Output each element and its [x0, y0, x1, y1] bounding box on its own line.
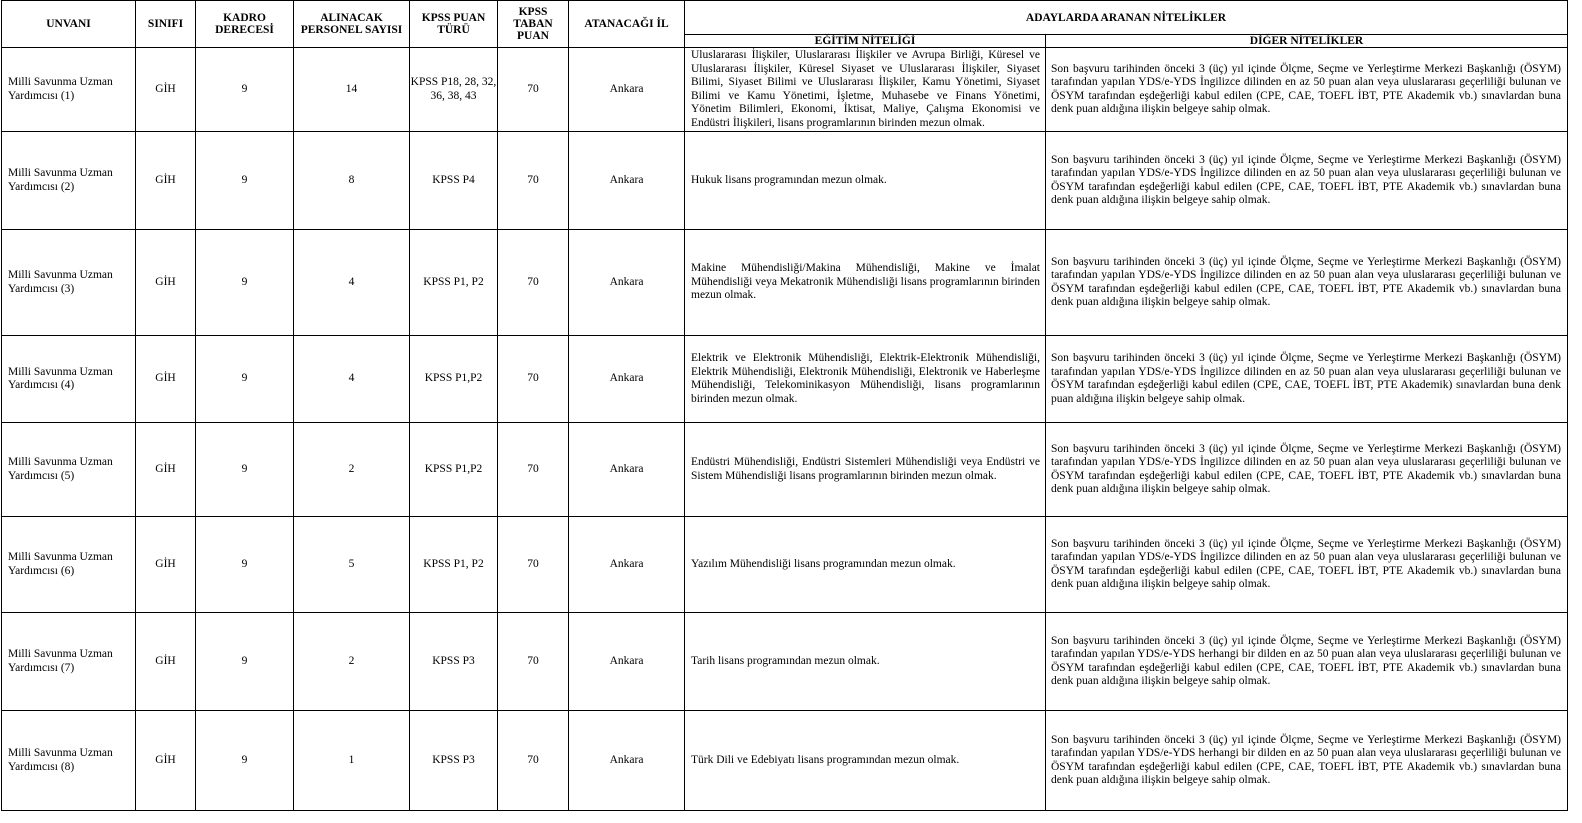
il-cell: Ankara	[569, 132, 685, 230]
taban-puan-cell: 70	[498, 48, 569, 132]
personel-sayisi-cell: 4	[294, 336, 410, 423]
header-kadro-derecesi: KADRO DERECESİ	[196, 1, 294, 48]
egitim-cell: Yazılım Mühendisliği lisans programından mezun olmak.	[685, 517, 1046, 613]
sinif-cell: GİH	[136, 711, 196, 811]
sinif-cell: GİH	[136, 230, 196, 336]
puan-turu-cell: KPSS P18, 28, 32, 36, 38, 43	[410, 48, 498, 132]
header-diger-nitelikler: DİĞER NİTELİKLER	[1046, 35, 1568, 48]
unvan-cell: Milli Savunma Uzman Yardımcısı (2)	[2, 132, 136, 230]
taban-puan-cell: 70	[498, 613, 569, 711]
table-header	[2, 1, 1568, 48]
table-row	[2, 517, 1568, 613]
diger-cell: Son başvuru tarihinden önceki 3 (üç) yıl içinde Ölçme, Seçme ve Yerleştirme Merkezi Başkanlığı (ÖSYM) tarafından yapılan YDS/e-YDS İngilizce dilinden en az 50 puan alan veya uluslararası geçerliliği bulunan ve ÖSYM tarafından eşdeğerliği kabul edilen (CPE, CAE, TOEFL İBT, PTE Akademik vb.) sınavlardan buna denk puan aldığına ilişkin belgeye sahip olmak.	[1046, 423, 1568, 517]
il-cell: Ankara	[569, 336, 685, 423]
puan-turu-cell: KPSS P1, P2	[410, 517, 498, 613]
diger-cell: Son başvuru tarihinden önceki 3 (üç) yıl içinde Ölçme, Seçme ve Yerleştirme Merkezi Başkanlığı (ÖSYM) tarafından yapılan YDS/e-YDS herhangi bir dilden en az 50 puan alan veya uluslararası geçerliliği bulunan ve ÖSYM tarafından eşdeğerliği kabul edilen (CPE, CAE, TOEFL İBT, PTE Akademik vb.) sınavlardan buna denk puan aldığına ilişkin belgeye sahip olmak.	[1046, 613, 1568, 711]
unvan-cell: Milli Savunma Uzman Yardımcısı (8)	[2, 711, 136, 811]
derece-cell: 9	[196, 613, 294, 711]
sinif-cell: GİH	[136, 336, 196, 423]
taban-puan-cell: 70	[498, 336, 569, 423]
unvan-cell: Milli Savunma Uzman Yardımcısı (7)	[2, 613, 136, 711]
il-cell: Ankara	[569, 423, 685, 517]
personel-sayisi-cell: 2	[294, 613, 410, 711]
header-egitim-niteligi: EĞİTİM NİTELİĞİ	[685, 35, 1046, 48]
egitim-cell: Uluslararası İlişkiler, Uluslararası İlişkiler ve Avrupa Birliği, Küresel ve Uluslararası İlişkiler, Küresel Siyaset ve Uluslararası İlişkiler, Siyaset Bilimi, Siyaset Bilimi ve Uluslararası İlişkiler, Kamu Yönetimi, Siyaset Bilimi ve Kamu Yönetimi, İşletme, Muhasebe ve Finans Yönetimi, Yönetim Bilimleri, Ekonomi, İktisat, Maliye, Çalışma Ekonomisi ve Endüstri İlişkileri, lisans programlarının birinden mezun olmak.	[685, 48, 1046, 132]
personel-sayisi-cell: 8	[294, 132, 410, 230]
header-alinacak-personel: ALINACAK PERSONEL SAYISI	[294, 1, 410, 48]
positions-table	[1, 0, 1568, 811]
personel-sayisi-cell: 5	[294, 517, 410, 613]
sinif-cell: GİH	[136, 132, 196, 230]
sinif-cell: GİH	[136, 48, 196, 132]
table-row	[2, 48, 1568, 132]
egitim-cell: Tarih lisans programından mezun olmak.	[685, 613, 1046, 711]
puan-turu-cell: KPSS P1,P2	[410, 336, 498, 423]
header-unvani: UNVANI	[2, 1, 136, 48]
egitim-cell: Endüstri Mühendisliği, Endüstri Sistemleri Mühendisliği veya Endüstri ve Sistem Mühendisliği lisans programlarının birinden mezun olmak.	[685, 423, 1046, 517]
unvan-cell: Milli Savunma Uzman Yardımcısı (6)	[2, 517, 136, 613]
diger-cell: Son başvuru tarihinden önceki 3 (üç) yıl içinde Ölçme, Seçme ve Yerleştirme Merkezi Başkanlığı (ÖSYM) tarafından yapılan YDS/e-YDS İngilizce dilinden en az 50 puan alan veya uluslararası geçerliliği bulunan ve ÖSYM tarafından eşdeğerliği kabul edilen (CPE, CAE, TOEFL İBT, PTE Akademik) sınavlardan buna denk puan aldığına ilişkin belgeye sahip olmak.	[1046, 336, 1568, 423]
header-aranan-nitelikler: ADAYLARDA ARANAN NİTELİKLER	[685, 1, 1568, 35]
table-row	[2, 423, 1568, 517]
egitim-cell: Elektrik ve Elektronik Mühendisliği, Elektrik-Elektronik Mühendisliği, Elektrik Mühendisliği, Elektronik Mühendisliği, Elektronik ve Haberleşme Mühendisliği, Telekominikasyon Mühendisliği, lisans programlarının birinden mezun olmak.	[685, 336, 1046, 423]
table-row	[2, 132, 1568, 230]
table-row	[2, 613, 1568, 711]
sinif-cell: GİH	[136, 423, 196, 517]
il-cell: Ankara	[569, 613, 685, 711]
il-cell: Ankara	[569, 230, 685, 336]
derece-cell: 9	[196, 132, 294, 230]
diger-cell: Son başvuru tarihinden önceki 3 (üç) yıl içinde Ölçme, Seçme ve Yerleştirme Merkezi Başkanlığı (ÖSYM) tarafından yapılan YDS/e-YDS İngilizce dilinden en az 50 puan alan veya uluslararası geçerliliği bulunan ve ÖSYM tarafından eşdeğerliği kabul edilen (CPE, CAE, TOEFL İBT, PTE Akademik vb.) sınavlardan buna denk puan aldığına ilişkin belgeye sahip olmak.	[1046, 230, 1568, 336]
derece-cell: 9	[196, 48, 294, 132]
table-body	[2, 48, 1568, 811]
derece-cell: 9	[196, 517, 294, 613]
puan-turu-cell: KPSS P1, P2	[410, 230, 498, 336]
egitim-cell: Türk Dili ve Edebiyatı lisans programından mezun olmak.	[685, 711, 1046, 811]
taban-puan-cell: 70	[498, 711, 569, 811]
diger-cell: Son başvuru tarihinden önceki 3 (üç) yıl içinde Ölçme, Seçme ve Yerleştirme Merkezi Başkanlığı (ÖSYM) tarafından yapılan YDS/e-YDS İngilizce dilinden en az 50 puan alan veya uluslararası geçerliliği bulunan ve ÖSYM tarafından eşdeğerliği kabul edilen (CPE, CAE, TOEFL İBT, PTE Akademik vb.) sınavlardan buna denk puan aldığına ilişkin belgeye sahip olmak.	[1046, 517, 1568, 613]
il-cell: Ankara	[569, 48, 685, 132]
unvan-cell: Milli Savunma Uzman Yardımcısı (3)	[2, 230, 136, 336]
sinif-cell: GİH	[136, 517, 196, 613]
taban-puan-cell: 70	[498, 423, 569, 517]
egitim-cell: Makine Mühendisliği/Makina Mühendisliği, Makine ve İmalat Mühendisliği veya Mekatronik Mühendisliği lisans programlarının birinden mezun olmak.	[685, 230, 1046, 336]
table-row	[2, 336, 1568, 423]
derece-cell: 9	[196, 336, 294, 423]
personel-sayisi-cell: 2	[294, 423, 410, 517]
header-kpss-taban-puan: KPSS TABAN PUAN	[498, 1, 569, 48]
puan-turu-cell: KPSS P3	[410, 711, 498, 811]
taban-puan-cell: 70	[498, 132, 569, 230]
diger-cell: Son başvuru tarihinden önceki 3 (üç) yıl içinde Ölçme, Seçme ve Yerleştirme Merkezi Başkanlığı (ÖSYM) tarafından yapılan YDS/e-YDS İngilizce dilinden en az 50 puan alan veya uluslararası geçerliliği bulunan ve ÖSYM tarafından eşdeğerliği kabul edilen (CPE, CAE, TOEFL İBT, PTE Akademik vb.) sınavlardan buna denk puan aldığına ilişkin belgeye sahip olmak.	[1046, 132, 1568, 230]
puan-turu-cell: KPSS P4	[410, 132, 498, 230]
table-row	[2, 711, 1568, 811]
il-cell: Ankara	[569, 517, 685, 613]
egitim-cell: Hukuk lisans programından mezun olmak.	[685, 132, 1046, 230]
taban-puan-cell: 70	[498, 517, 569, 613]
puan-turu-cell: KPSS P3	[410, 613, 498, 711]
personel-sayisi-cell: 4	[294, 230, 410, 336]
personel-sayisi-cell: 1	[294, 711, 410, 811]
personel-sayisi-cell: 14	[294, 48, 410, 132]
header-sinifi: SINIFI	[136, 1, 196, 48]
derece-cell: 9	[196, 230, 294, 336]
header-atanacagi-il: ATANACAĞI İL	[569, 1, 685, 48]
diger-cell: Son başvuru tarihinden önceki 3 (üç) yıl içinde Ölçme, Seçme ve Yerleştirme Merkezi Başkanlığı (ÖSYM) tarafından yapılan YDS/e-YDS herhangi bir dilden en az 50 puan alan veya uluslararası geçerliliği bulunan ve ÖSYM tarafından eşdeğerliği kabul edilen (CPE, CAE, TOEFL İBT, PTE Akademik vb.) sınavlardan buna denk puan aldığına ilişkin belgeye sahip olmak.	[1046, 711, 1568, 811]
taban-puan-cell: 70	[498, 230, 569, 336]
diger-cell: Son başvuru tarihinden önceki 3 (üç) yıl içinde Ölçme, Seçme ve Yerleştirme Merkezi Başkanlığı (ÖSYM) tarafından yapılan YDS/e-YDS İngilizce dilinden en az 50 puan alan veya uluslararası geçerliliği bulunan ve ÖSYM tarafından eşdeğerliği kabul edilen (CPE, CAE, TOEFL İBT, PTE Akademik vb.) sınavlardan buna denk puan aldığına ilişkin belgeye sahip olmak.	[1046, 48, 1568, 132]
puan-turu-cell: KPSS P1,P2	[410, 423, 498, 517]
unvan-cell: Milli Savunma Uzman Yardımcısı (1)	[2, 48, 136, 132]
header-kpss-puan-turu: KPSS PUAN TÜRÜ	[410, 1, 498, 48]
unvan-cell: Milli Savunma Uzman Yardımcısı (5)	[2, 423, 136, 517]
derece-cell: 9	[196, 711, 294, 811]
derece-cell: 9	[196, 423, 294, 517]
unvan-cell: Milli Savunma Uzman Yardımcısı (4)	[2, 336, 136, 423]
table-row	[2, 230, 1568, 336]
il-cell: Ankara	[569, 711, 685, 811]
sinif-cell: GİH	[136, 613, 196, 711]
